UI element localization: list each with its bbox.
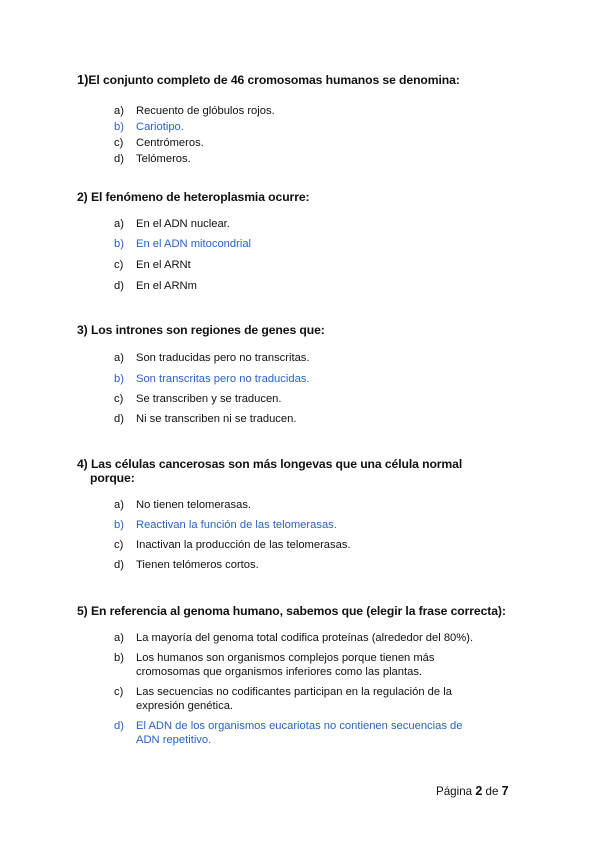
option-text: Tienen telómeros cortos. bbox=[136, 559, 259, 571]
page-label: Página bbox=[436, 785, 473, 798]
option-text: Cariotipo. bbox=[136, 121, 184, 133]
question-4-option-c bbox=[114, 538, 514, 552]
option-letter: c) bbox=[114, 686, 124, 698]
question-number: 2) bbox=[77, 190, 88, 204]
option-letter: b) bbox=[114, 652, 124, 664]
option-text: Ni se transcriben ni se traducen. bbox=[136, 413, 297, 425]
option-letter: c) bbox=[114, 259, 124, 271]
question-number: 4) bbox=[77, 457, 88, 471]
option-text: Son transcritas pero no traducidas. bbox=[136, 373, 310, 385]
option-letter: c) bbox=[114, 393, 124, 405]
option-letter: d) bbox=[114, 413, 124, 425]
question-text-continuation: porque: bbox=[90, 471, 135, 485]
question-text: El conjunto completo de 46 cromosomas humanos se denomina: bbox=[88, 73, 460, 87]
option-text: La mayoría del genoma total codifica proteínas (alrededor del 80%). bbox=[136, 632, 474, 644]
option-letter: c) bbox=[114, 539, 124, 551]
question-text: Los intrones son regiones de genes que: bbox=[90, 323, 325, 337]
option-letter: a) bbox=[114, 218, 124, 230]
question-5-option-b bbox=[114, 651, 484, 679]
question-5-option-a bbox=[114, 631, 514, 645]
question-4-option-b bbox=[114, 518, 514, 532]
question-3-option-c bbox=[114, 392, 514, 406]
question-2-option-d bbox=[114, 279, 514, 293]
question-number: 5) bbox=[77, 604, 88, 618]
question-4-title bbox=[77, 457, 517, 485]
option-text: Centrómeros. bbox=[136, 137, 204, 149]
page-number-footer bbox=[436, 784, 509, 798]
option-text: No tienen telomerasas. bbox=[136, 499, 252, 511]
question-2-title bbox=[77, 190, 517, 204]
question-4-option-a bbox=[114, 498, 514, 512]
option-text: El ADN de los organismos eucariotas no contienen secuencias de ADN repetitivo. bbox=[136, 720, 463, 746]
option-text: Telómeros. bbox=[136, 153, 191, 165]
option-text: Las secuencias no codificantes participan en la regulación de la expresión genética. bbox=[136, 686, 452, 712]
question-text: El fenómeno de heteroplasmia ocurre: bbox=[90, 190, 310, 204]
question-4-option-d bbox=[114, 558, 514, 572]
option-letter: d) bbox=[114, 153, 124, 165]
option-text: Recuento de glóbulos rojos. bbox=[136, 105, 275, 117]
option-letter: b) bbox=[114, 238, 124, 250]
option-letter: d) bbox=[114, 280, 124, 292]
question-1-title bbox=[77, 73, 517, 87]
option-text: En el ARNt bbox=[136, 259, 191, 271]
option-text: Se transcriben y se traducen. bbox=[136, 393, 282, 405]
question-1-option-a bbox=[114, 104, 514, 118]
question-2-option-b bbox=[114, 237, 514, 251]
option-text: Reactivan la función de las telomerasas. bbox=[136, 519, 337, 531]
question-number: 1) bbox=[77, 72, 89, 87]
question-3-option-d bbox=[114, 412, 514, 426]
option-text: Los humanos son organismos complejos porque tienen más cromosomas que organismos inferiores como las plantas. bbox=[136, 652, 435, 678]
option-text: En el ARNm bbox=[136, 280, 197, 292]
question-1-option-c bbox=[114, 136, 514, 150]
option-letter: a) bbox=[114, 632, 124, 644]
option-letter: b) bbox=[114, 519, 124, 531]
question-1-option-d bbox=[114, 152, 514, 166]
option-letter: c) bbox=[114, 137, 124, 149]
question-number: 3) bbox=[77, 323, 88, 337]
question-text: Las células cancerosas son más longevas que una célula normal bbox=[90, 457, 463, 471]
option-text: En el ADN nuclear. bbox=[136, 218, 230, 230]
page-current: 2 bbox=[475, 784, 483, 798]
option-letter: d) bbox=[114, 559, 124, 571]
question-5-option-d bbox=[114, 719, 484, 747]
question-2-option-a bbox=[114, 217, 514, 231]
question-2-option-c bbox=[114, 258, 514, 272]
question-3-title bbox=[77, 323, 517, 337]
option-letter: d) bbox=[114, 720, 124, 732]
question-1-option-b bbox=[114, 120, 514, 134]
question-5-option-c bbox=[114, 685, 484, 713]
option-text: En el ADN mitocondrial bbox=[136, 238, 252, 250]
question-3-option-b bbox=[114, 372, 514, 386]
option-text: Son traducidas pero no transcritas. bbox=[136, 352, 310, 364]
option-letter: a) bbox=[114, 499, 124, 511]
option-text: Inactivan la producción de las telomerasas. bbox=[136, 539, 351, 551]
of-label: de bbox=[485, 785, 499, 798]
option-letter: b) bbox=[114, 373, 124, 385]
option-letter: a) bbox=[114, 105, 124, 117]
option-letter: b) bbox=[114, 121, 124, 133]
option-letter: a) bbox=[114, 352, 124, 364]
page-total: 7 bbox=[501, 784, 509, 798]
question-5-title bbox=[77, 604, 517, 618]
question-3-option-a bbox=[114, 351, 514, 365]
question-text: En referencia al genoma humano, sabemos que (elegir la frase correcta): bbox=[90, 604, 506, 618]
